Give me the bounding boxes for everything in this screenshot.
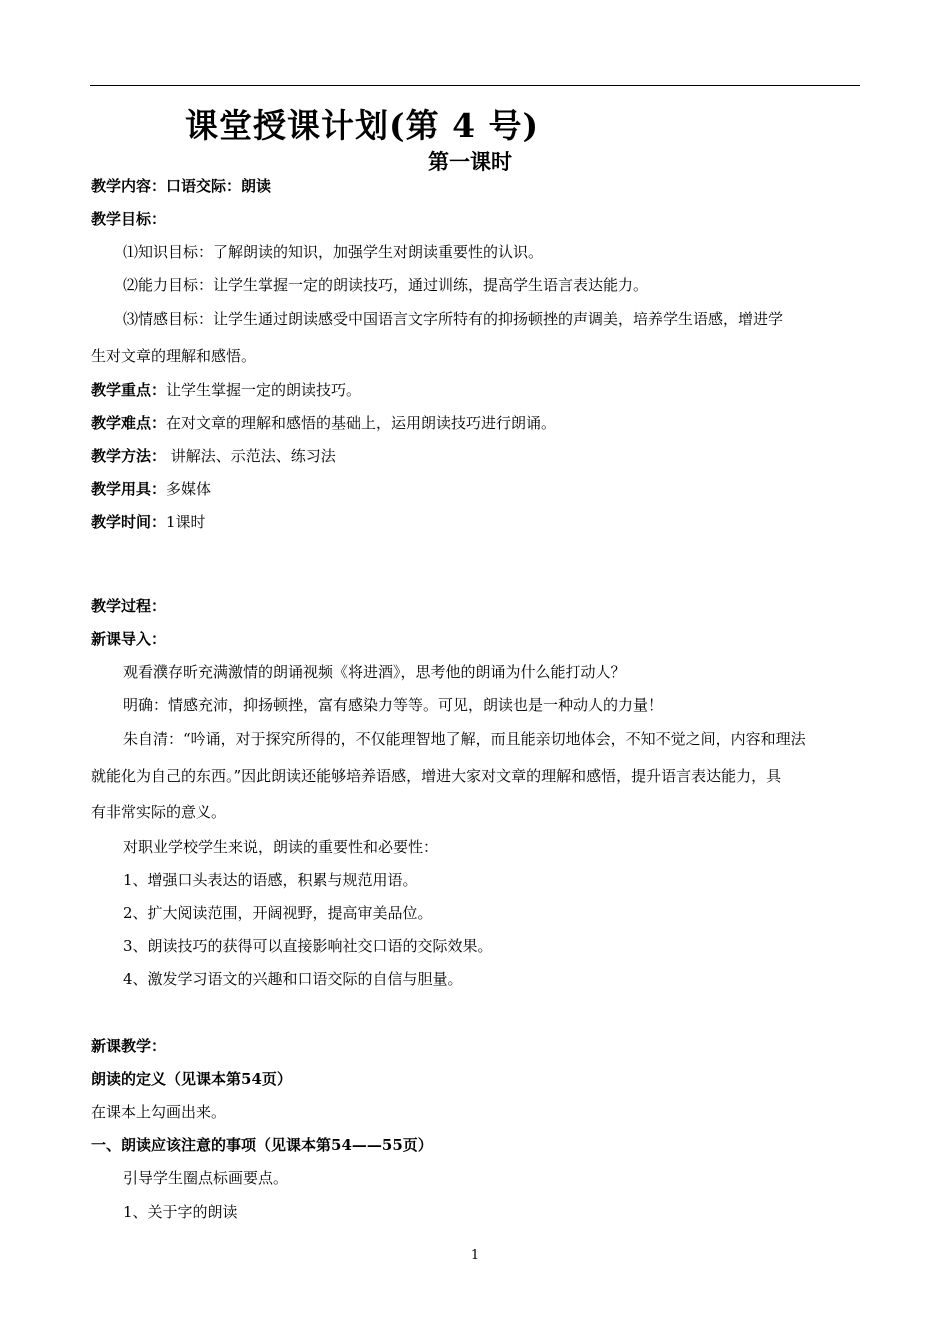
goal-3-line-1: ⑶情感目标：让学生通过朗读感受中国语言文字所特有的抑扬顿挫的声调美，培养学生语感，增进学: [123, 310, 784, 328]
time-label: 教学时间：: [91, 513, 167, 531]
difficulty: [91, 413, 556, 433]
method-text: 讲解法、示范法、练习法: [166, 447, 336, 465]
page-number: 1: [470, 1248, 480, 1263]
page-subtitle: 第一课时: [428, 149, 512, 174]
goal-3-line-2: 生对文章的理解和感悟。: [91, 347, 257, 365]
teaching-label: 新课教学：: [91, 1037, 167, 1055]
goal-1: ⑴知识目标：了解朗读的知识，加强学生对朗读重要性的认识。: [123, 243, 544, 261]
section-1-heading: 一、朗读应该注意的事项（见课本第54——55页）: [91, 1136, 433, 1154]
time-text: 1课时: [166, 513, 206, 531]
method: [91, 446, 336, 466]
method-label: 教学方法：: [91, 447, 167, 465]
intro-p3-line-2: 就能化为自己的东西。”因此朗读还能够培养语感，增进大家对文章的理解和感悟，提升语言表达能力，具: [91, 767, 782, 785]
intro-p4: 对职业学校学生来说，朗读的重要性和必要性：: [123, 838, 439, 856]
list-item: 3、朗读技巧的获得可以直接影响社交口语的交际效果。: [123, 937, 493, 955]
list-item: 4、激发学习语文的兴趣和口语交际的自信与胆量。: [123, 970, 463, 988]
list-item: 2、扩大阅读范围，开阔视野，提高审美品位。: [123, 904, 433, 922]
guide-text: 引导学生圈点标画要点。: [123, 1169, 289, 1187]
content-label: 教学内容：口语交际：朗读: [91, 177, 272, 195]
tools: [91, 479, 211, 499]
goals-label: 教学目标：: [91, 210, 167, 228]
difficulty-text: 在对文章的理解和感悟的基础上，运用朗读技巧进行朗诵。: [166, 414, 557, 432]
intro-p1: 观看濮存昕充满激情的朗诵视频《将进酒》，思考他的朗诵为什么能打动人？: [123, 663, 626, 681]
key-label: 教学重点：: [91, 381, 167, 399]
intro-p2: 明确：情感充沛，抑扬顿挫，富有感染力等等。可见，朗读也是一种动人的力量！: [123, 696, 664, 714]
list-item: 1、增强口头表达的语感，积累与规范用语。: [123, 871, 418, 889]
difficulty-label: 教学难点：: [91, 414, 167, 432]
process-label: 教学过程：: [91, 597, 167, 615]
page-title: 课堂授课计划(第 4 号): [185, 106, 540, 145]
goal-2: ⑵能力目标：让学生掌握一定的朗读技巧，通过训练，提高学生语言表达能力。: [123, 276, 649, 294]
sub-heading-1: 1、关于字的朗读: [123, 1203, 238, 1221]
tools-label: 教学用具：: [91, 480, 167, 498]
tools-text: 多媒体: [166, 480, 212, 498]
intro-p3-line-1: 朱自清：“吟诵，对于探究所得的，不仅能理智地了解，而且能亲切地体会，不知不觉之间，内容和理法: [123, 730, 806, 748]
intro-p3-line-3: 有非常实际的意义。: [91, 803, 227, 821]
header-rule: [90, 85, 860, 86]
definition-label: 朗读的定义（见课本第54页）: [91, 1070, 292, 1088]
intro-label: 新课导入：: [91, 630, 167, 648]
time: [91, 512, 206, 532]
key-text: 让学生掌握一定的朗读技巧。: [166, 381, 362, 399]
key-point: [91, 380, 361, 400]
definition-text: 在课本上勾画出来。: [91, 1103, 227, 1121]
